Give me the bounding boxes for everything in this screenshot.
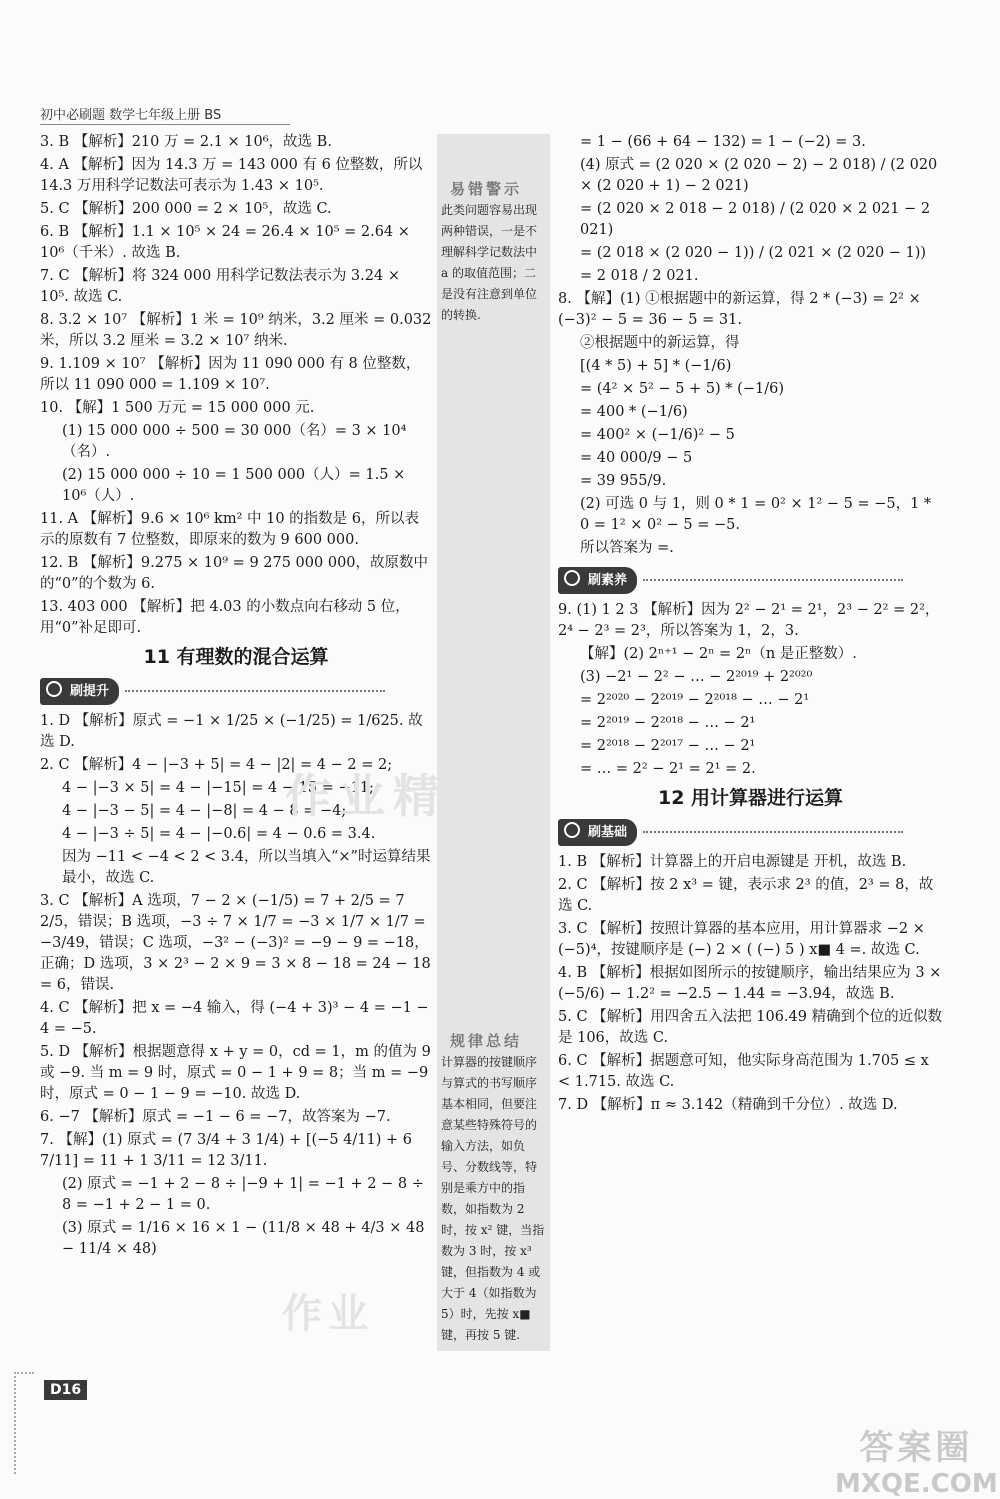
answer-item: (2) 原式 = −1 + 2 − 8 ÷ |−9 + 1| = −1 + 2 − 8 ÷ 8 = −1 + 2 − 1 = 0.	[62, 1176, 424, 1213]
section-badge: 刷提升	[40, 678, 119, 705]
answer-item: 4 − |−3 − 5| = 4 − |−8| = 4 − 8 = −4;	[62, 803, 347, 819]
answer-item: = 2²⁰¹⁹ − 2²⁰¹⁸ − … − 2¹	[580, 715, 756, 731]
answer-item: 3. C 【解析】A 选项，7 − 2 × (−1/5) = 7 + 2/5 = 7 2/5，错误；B 选项，−3 ÷ 7 × 1/7 = −3 × 1/7 × 1/7 = −3/49，错误；C 选项，−3² − (−3)² = −9 − 9 = −18，正确；D 选项，3 × 2³ − 2 × 9 = 3 × 8 − 18 = 24 − 18 = 6，错误.	[40, 893, 431, 993]
answer-item: 3. B 【解析】210 万 = 2.1 × 10⁶，故选 B.	[40, 134, 332, 150]
dotted-rule	[125, 690, 385, 692]
answer-item: 【解】(2) 2ⁿ⁺¹ − 2ⁿ = 2ⁿ（n 是正整数）.	[580, 646, 857, 662]
section-badge: 刷素养	[558, 567, 637, 594]
answer-item: 9. (1) 1 2 3 【解析】因为 2² − 2¹ = 2¹，2³ − 2² = 2²，2⁴ − 2³ = 2³，所以答案为 1，2，3.	[558, 602, 940, 639]
answer-item: = 400 * (−1/6)	[580, 404, 688, 420]
answer-item: 2. C 【解析】按 2 x³ = 键，表示求 2³ 的值，2³ = 8，故选 C.	[558, 877, 934, 914]
answer-item: 因为 −11 < −4 < 2 < 3.4，所以当填入“×”时运算结果最小，故选 C.	[62, 849, 431, 886]
answer-item: [(4 * 5) + 5] * (−1/6)	[580, 358, 732, 374]
answer-item: 6. B 【解析】1.1 × 10⁵ × 24 = 26.4 × 10⁵ = 2.64 × 10⁶（千米）. 故选 B.	[40, 224, 410, 261]
answer-item: 8. 3.2 × 10⁷ 【解析】1 米 = 10⁹ 纳米，3.2 厘米 = 0.032 米，所以 3.2 厘米 = 3.2 × 10⁷ 纳米.	[40, 312, 432, 349]
answer-item: (3) −2¹ − 2² − … − 2²⁰¹⁹ + 2²⁰²⁰	[580, 669, 813, 685]
answer-item: 12. B 【解析】9.275 × 10⁹ = 9 275 000 000，故原数中的“0”的个数为 6.	[40, 555, 429, 592]
answer-item: = … = 2² − 2¹ = 2¹ = 2.	[580, 761, 756, 777]
answer-item: 7. 【解】(1) 原式 = (7 3/4 + 3 1/4) + [(−5 4/11) + 6 7/11] = 11 + 1 3/11 = 12 3/11.	[40, 1132, 412, 1169]
answer-item: 2. C 【解析】4 − |−3 + 5| = 4 − |2| = 4 − 2 = 2;	[40, 757, 393, 773]
section-title-11: 11 有理数的混合运算	[143, 646, 329, 668]
answer-item: (2) 15 000 000 ÷ 10 = 1 500 000（人）= 1.5 × 10⁶（人）.	[62, 467, 406, 504]
answer-item: 11. A 【解析】9.6 × 10⁶ km² 中 10 的指数是 6，所以表示的原数有 7 位整数，即原来的数为 9 600 000.	[40, 511, 420, 548]
answer-item: 5. D 【解析】根据题意得 x + y = 0，cd = 1，m 的值为 9 或 −9. 当 m = 9 时，原式 = 0 − 1 + 9 = 8；当 m = −9 时，原式 = 0 − 1 − 9 = −10. 故选 D.	[40, 1044, 431, 1102]
answer-item: 所以答案为 =.	[580, 540, 674, 556]
section-badge: 刷基础	[558, 819, 637, 846]
answer-item: 6. −7 【解析】原式 = −1 − 6 = −7，故答案为 −7.	[40, 1109, 391, 1125]
answer-item: = 2²⁰¹⁸ − 2²⁰¹⁷ − … − 2¹	[580, 738, 756, 754]
logo-text: 答案圈	[859, 1428, 974, 1468]
answer-item: (4) 原式 = (2 020 × (2 020 − 2) − 2 018) / (2 020 × (2 020 + 1) − 2 021)	[580, 157, 938, 194]
answer-item: = (4² × 5² − 5 + 5) * (−1/6)	[580, 381, 784, 397]
watermark-text: 作业	[282, 1291, 374, 1337]
answer-item: = 2 018 / 2 021.	[580, 268, 699, 284]
answer-item: 5. C 【解析】200 000 = 2 × 10⁵，故选 C.	[40, 201, 332, 217]
site-logo	[835, 1420, 998, 1499]
answer-item: = (2 020 × 2 018 − 2 018) / (2 020 × 2 021 − 2 021)	[580, 201, 931, 238]
answer-item: = 39 955/9.	[580, 473, 667, 489]
corner-decoration	[14, 1372, 34, 1474]
answer-item: ②根据题中的新运算，得	[580, 335, 740, 351]
answer-item: 7. D 【解析】π ≈ 3.142（精确到千分位）. 故选 D.	[558, 1097, 898, 1113]
dotted-rule	[643, 579, 903, 581]
page-number: D16	[44, 1380, 87, 1400]
section-title-12: 12 用计算器进行运算	[657, 787, 844, 809]
answer-item: 1. B 【解析】计算器上的开启电源键是 开机，故选 B.	[558, 854, 907, 870]
answer-item: 7. C 【解析】将 324 000 用科学记数法表示为 3.24 × 10⁵. 故选 C.	[40, 268, 400, 305]
answer-item: 10. 【解】1 500 万元 = 15 000 000 元.	[40, 400, 315, 416]
answer-item: 4. C 【解析】把 x = −4 输入，得 (−4 + 3)³ − 4 = −1 − 4 = −5.	[40, 1000, 429, 1037]
answer-item: 9. 1.109 × 10⁷ 【解析】因为 11 090 000 有 8 位整数，所以 11 090 000 = 1.109 × 10⁷.	[40, 356, 421, 393]
sidebar-title-errors: 易错警示	[450, 180, 523, 198]
right-column	[558, 132, 943, 1118]
answer-item: 3. C 【解析】按照计算器的基本应用，用计算器求 −2 × (−5)⁴，按键顺序是 (−) 2 × ( (−) 5 ) x■ 4 =. 故选 C.	[558, 921, 925, 958]
answer-item: 8. 【解】(1) ①根据题中的新运算，得 2 * (−3) = 2² × (−3)² − 5 = 36 − 5 = 31.	[558, 291, 921, 328]
answer-item: = 400² × (−1/6)² − 5	[580, 427, 735, 443]
left-column	[40, 132, 432, 1262]
answer-item: 6. C 【解析】据题意可知，他实际身高范围为 1.705 ≤ x < 1.715. 故选 C.	[558, 1053, 929, 1090]
answer-item: 4. A 【解析】因为 14.3 万 = 143 000 有 6 位整数，所以 14.3 万用科学记数法可表示为 1.43 × 10⁵.	[40, 157, 423, 194]
answer-item: = 1 − (66 + 64 − 132) = 1 − (−2) = 3.	[580, 134, 866, 150]
page-header: 初中必刷题 数学七年级上册 BS	[40, 108, 222, 123]
sidebar-note-errors: 此类问题容易出现两种错误，一是不理解科学记数法中 a 的取值范围；二是没有注意到单位的转换.	[441, 203, 538, 322]
answer-item: 4 − |−3 × 5| = 4 − |−15| = 4 − 15 = −11;	[62, 780, 374, 796]
answer-item: (3) 原式 = 1/16 × 16 × 1 − (11/8 × 48 + 4/3 × 48 − 11/4 × 48)	[62, 1220, 425, 1257]
answer-item: = 2²⁰²⁰ − 2²⁰¹⁹ − 2²⁰¹⁸ − … − 2¹	[580, 692, 810, 708]
sidebar-title-rules: 规律总结	[450, 1032, 523, 1050]
answer-item: = 40 000/9 − 5	[580, 450, 693, 466]
answer-item: (1) 15 000 000 ÷ 500 = 30 000（名）= 3 × 10⁴（名）.	[62, 423, 407, 460]
dotted-rule	[643, 831, 903, 833]
answer-item: = (2 018 × (2 020 − 1)) / (2 021 × (2 020 − 1))	[580, 245, 927, 261]
answer-item: 13. 403 000 【解析】把 4.03 的小数点向右移动 5 位，用“0”补足即可.	[40, 599, 410, 636]
logo-url: MXQE.COM	[835, 1469, 998, 1499]
answer-item: 1. D 【解析】原式 = −1 × 1/25 × (−1/25) = 1/625. 故选 D.	[40, 713, 423, 750]
header-rule	[40, 124, 290, 125]
answer-item: (2) 可选 0 与 1，则 0 * 1 = 0² × 1² − 5 = −5，1 * 0 = 1² × 0² − 5 = −5.	[580, 496, 932, 533]
answer-item: 4 − |−3 ÷ 5| = 4 − |−0.6| = 4 − 0.6 = 3.4.	[62, 826, 376, 842]
answer-item: 4. B 【解析】根据如图所示的按键顺序，输出结果应为 3 × (−5/6) − 1.2² = −2.5 − 1.44 = −3.94，故选 B.	[558, 965, 942, 1002]
watermark-text: 作业精灵	[285, 769, 501, 823]
answer-item: 5. C 【解析】用四舍五入法把 106.49 精确到个位的近似数是 106，故选 C.	[558, 1009, 943, 1046]
sidebar-note-rules: 计算器的按键顺序与算式的书写顺序基本相同，但要注意某些特殊符号的输入方法，如负号、分数线等，特别是乘方中的指数，如指数为 2 时，按 x² 键，当指数为 3 时，按 x³ 键，但指数为 4 或大于 4（如指数为 5）时，先按 x■ 键，再按 5 键.	[441, 1055, 545, 1342]
